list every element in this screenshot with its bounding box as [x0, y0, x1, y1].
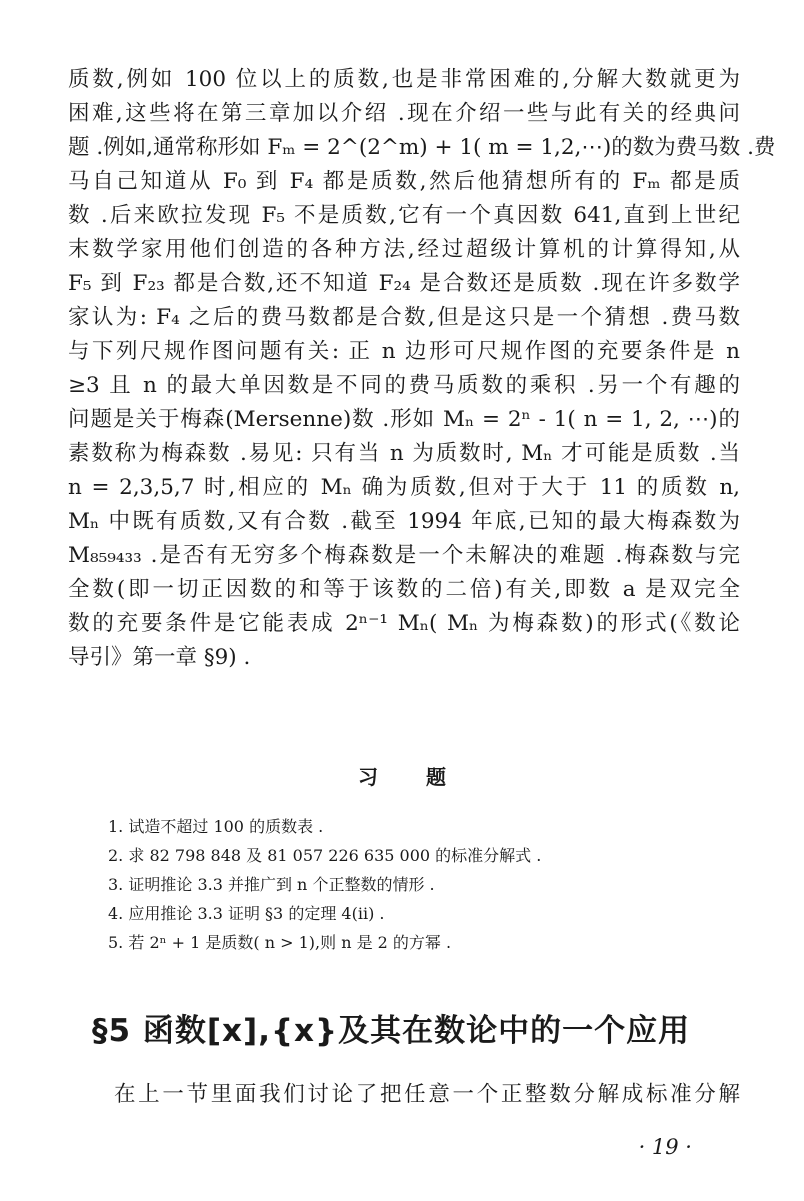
text-line: 马自己知道从 F₀ 到 F₄ 都是质数,然后他猜想所有的 Fₘ 都是质 — [68, 169, 740, 194]
section-heading: §5 函数[x],{x}及其在数论中的一个应用 — [92, 1013, 691, 1049]
exercises-heading: 习题 — [358, 765, 494, 789]
text-line: ≥3 且 n 的最大单因数是不同的费马质数的乘积 .另一个有趣的 — [68, 373, 740, 398]
text-line: M₈₅₉₄₃₃ .是否有无穷多个梅森数是一个未解决的难题 .梅森数与完 — [68, 543, 740, 568]
exercise-item: 1. 试造不超过 100 的质数表 . — [108, 817, 324, 836]
text-line: 题 .例如,通常称形如 Fₘ = 2^(2^m) + 1( m = 1,2,⋯)的数为费马数 .费 — [68, 135, 776, 160]
page-number: · 19 · — [638, 1135, 692, 1159]
exercise-item: 5. 若 2ⁿ + 1 是质数( n > 1),则 n 是 2 的方幂 . — [108, 933, 452, 952]
text-line: n = 2,3,5,7 时,相应的 Mₙ 确为质数,但对于大于 11 的质数 n, — [68, 475, 740, 500]
text-line: 全数(即一切正因数的和等于该数的二倍)有关,即数 a 是双完全 — [68, 577, 740, 602]
exercise-item: 4. 应用推论 3.3 证明 §3 的定理 4(ii) . — [108, 904, 385, 923]
text-line: 数 .后来欧拉发现 F₅ 不是质数,它有一个真因数 641,直到上世纪 — [68, 203, 740, 228]
text-line: 问题是关于梅森(Mersenne)数 .形如 Mₙ = 2ⁿ - 1( n = 1, 2, ⋯)的 — [68, 407, 740, 432]
text-line: 导引》第一章 §9) . — [68, 645, 251, 670]
text-line: 素数称为梅森数 .易见: 只有当 n 为质数时, Mₙ 才可能是质数 .当 — [68, 441, 740, 466]
exercise-item: 3. 证明推论 3.3 并推广到 n 个正整数的情形 . — [108, 875, 435, 894]
exercise-item: 2. 求 82 798 848 及 81 057 226 635 000 的标准分解式 . — [108, 846, 542, 865]
text-line: 末数学家用他们创造的各种方法,经过超级计算机的计算得知,从 — [68, 237, 740, 262]
text-line: F₅ 到 F₂₃ 都是合数,还不知道 F₂₄ 是合数还是质数 .现在许多数学 — [68, 271, 740, 296]
section-first-line: 在上一节里面我们讨论了把任意一个正整数分解成标准分解 — [114, 1082, 740, 1107]
text-line: 家认为: F₄ 之后的费马数都是合数,但是这只是一个猜想 .费马数 — [68, 305, 740, 330]
text-line: 困难,这些将在第三章加以介绍 .现在介绍一些与此有关的经典问 — [68, 101, 740, 126]
text-line: Mₙ 中既有质数,又有合数 .截至 1994 年底,已知的最大梅森数为 — [68, 509, 740, 534]
text-line: 数的充要条件是它能表成 2ⁿ⁻¹ Mₙ( Mₙ 为梅森数)的形式(《数论 — [68, 611, 740, 636]
text-line: 质数,例如 100 位以上的质数,也是非常困难的,分解大数就更为 — [68, 67, 740, 92]
text-line: 与下列尺规作图问题有关: 正 n 边形可尺规作图的充要条件是 n — [68, 339, 740, 364]
